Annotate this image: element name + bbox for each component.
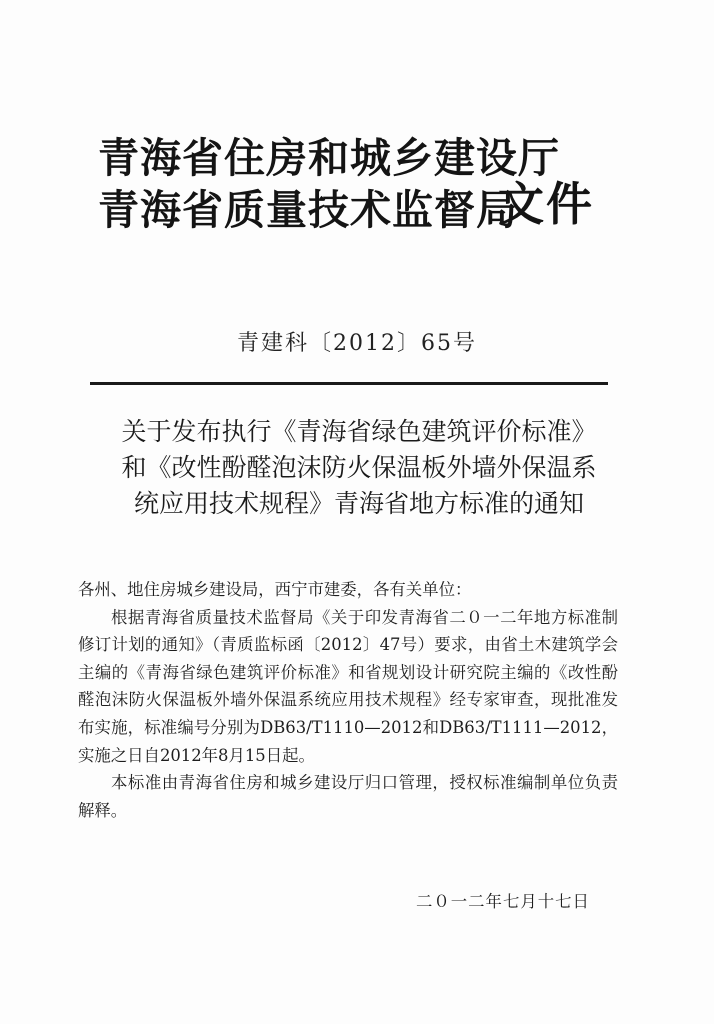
- body-paragraph-1: 根据青海省质量技术监督局《关于印发青海省二０一二年地方标准制修订计划的通知》（青质监标函〔2012〕47号）要求，由省土木建筑学会主编的《青海省绿色建筑评价标准》和省规划设计研究院主编的《改性酚醛泡沫防火保温板外墙外保温系统应用技术规程》经专家审查，现批准发布实施，标准编号分别为DB63/T1110—2012和DB63/T1111—2012，实施之日自2012年8月15日起。: [78, 607, 618, 765]
- salutation: 各州、地住房城乡建设局，西宁市建委，各有关单位：: [78, 580, 472, 599]
- document-suffix: 文件: [498, 177, 594, 231]
- body-paragraph-2: 本标准由青海省住房和城乡建设厅归口管理，授权标准编制单位负责解释。: [78, 773, 618, 820]
- notice-title: [74, 414, 644, 522]
- issue-date: 二０一二年七月十七日: [416, 892, 590, 911]
- issuer-line-2: 青海省质量技术监督局: [98, 186, 518, 234]
- issuer-line-1: 青海省住房和城乡建设厅: [98, 134, 560, 182]
- notice-body: [78, 576, 618, 824]
- header-separator-line: [90, 382, 608, 385]
- title-line-2: 和《改性酚醛泡沫防火保温板外墙外保温系: [121, 453, 597, 482]
- title-line-1: 关于发布执行《青海省绿色建筑评价标准》: [121, 417, 597, 446]
- document-number: 青建科〔2012〕65号: [237, 331, 477, 356]
- title-line-3: 统应用技术规程》青海省地方标准的通知: [133, 489, 584, 518]
